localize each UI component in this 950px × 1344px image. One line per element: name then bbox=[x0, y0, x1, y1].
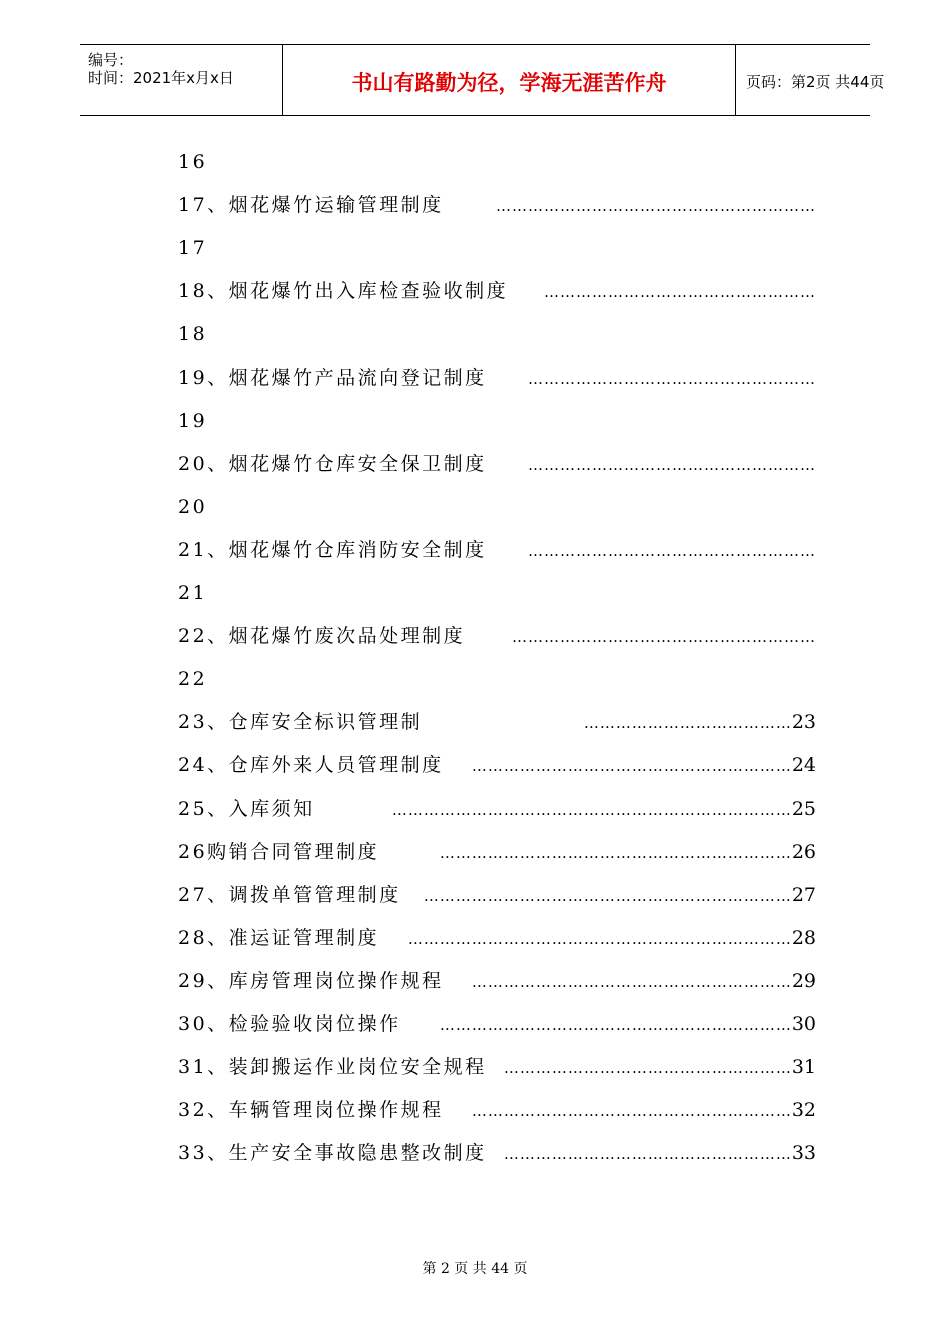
toc-entry-leader-wrap bbox=[407, 926, 816, 949]
toc-entry bbox=[178, 234, 818, 262]
toc-entry-leader bbox=[528, 364, 816, 393]
toc-entry bbox=[178, 967, 818, 995]
toc-entry-leader bbox=[544, 277, 816, 306]
toc-entry bbox=[178, 407, 818, 435]
toc-entry-leader-wrap bbox=[439, 1013, 816, 1035]
page-header bbox=[80, 44, 885, 116]
toc-entry bbox=[178, 364, 818, 392]
toc-entry-page: 23 bbox=[791, 711, 816, 734]
toc-entry-leader-wrap bbox=[528, 542, 816, 560]
toc-entry-title: 20 bbox=[178, 495, 208, 518]
toc-entry-title: 16 bbox=[178, 151, 208, 173]
header-motto-cell bbox=[282, 45, 736, 115]
header-time-label: 时间：2021年x月x日 bbox=[88, 69, 234, 87]
toc-entry-title: 30、检验验收岗位操作 bbox=[178, 1013, 401, 1035]
toc-entry-leader bbox=[472, 1096, 816, 1125]
toc-entry bbox=[178, 277, 818, 305]
toc-entry-page: 26 bbox=[791, 840, 816, 863]
toc-entry-leader-wrap bbox=[512, 628, 816, 646]
toc-entry-leader bbox=[392, 795, 816, 824]
toc-entry-dots: ……………………………………………… bbox=[503, 1145, 792, 1164]
toc-entry-leader-wrap bbox=[528, 456, 816, 474]
toc-entry-leader-wrap bbox=[471, 969, 816, 992]
toc-entry-title: 18、烟花爆竹出入库检查验收制度 bbox=[178, 280, 509, 303]
toc-entry-dots: …………………………………………………… bbox=[471, 972, 792, 991]
toc-entry-title: 32、车辆管理岗位操作规程 bbox=[178, 1099, 444, 1122]
toc-entry bbox=[178, 1096, 818, 1124]
toc-entry-leader bbox=[584, 708, 816, 737]
toc-entry bbox=[178, 320, 818, 348]
toc-entry-dots: ………………………………………………………………… bbox=[391, 800, 792, 819]
toc-entry-leader-wrap bbox=[528, 370, 816, 388]
toc-entry bbox=[178, 493, 818, 521]
toc-entry-leader bbox=[408, 924, 816, 953]
toc-entry-leader bbox=[528, 536, 816, 565]
toc-entry-leader bbox=[440, 1010, 816, 1039]
toc-entry-leader-wrap bbox=[439, 840, 816, 863]
toc-entry-dots: ……………………………………………………………… bbox=[407, 929, 792, 948]
toc-entry-leader bbox=[472, 751, 816, 780]
toc-entry-page: 24 bbox=[791, 754, 816, 777]
toc-entry-leader-wrap bbox=[503, 1142, 816, 1165]
toc-entry bbox=[178, 450, 818, 478]
toc-entry-dots: …………………………………………………… bbox=[471, 1102, 792, 1121]
toc-entry-title: 31、装卸搬运作业岗位安全规程 bbox=[178, 1056, 487, 1079]
toc-entry bbox=[178, 622, 818, 650]
toc-entry-title: 20、烟花爆竹仓库安全保卫制度 bbox=[178, 452, 487, 475]
toc-entry-title: 19、烟花爆竹产品流向登记制度 bbox=[178, 366, 487, 389]
toc-entry-page: 30 bbox=[791, 1013, 816, 1035]
toc-entry-page: 28 bbox=[791, 926, 816, 949]
toc-entry-dots: …………………………………………………… bbox=[471, 757, 792, 776]
toc-entry bbox=[178, 924, 818, 952]
toc-entry-dots: …………………………………………………………… bbox=[423, 886, 792, 905]
toc-entry-leader bbox=[424, 881, 816, 910]
toc-entry-title: 19 bbox=[178, 409, 208, 432]
toc-entry-leader bbox=[528, 450, 816, 479]
header-meta-cell bbox=[80, 45, 282, 115]
toc-entry-title: 17 bbox=[178, 237, 208, 260]
toc-entry-dots: ………………………………………………………… bbox=[439, 1016, 792, 1034]
toc-entry-title: 21、烟花爆竹仓库消防安全制度 bbox=[178, 538, 487, 561]
toc-entry bbox=[178, 1139, 818, 1167]
toc-entry-title: 22、烟花爆竹废次品处理制度 bbox=[178, 625, 466, 648]
toc-entry-title: 24、仓库外来人员管理制度 bbox=[178, 754, 444, 777]
toc-entry-title: 23、仓库安全标识管理制 bbox=[178, 711, 423, 734]
header-code-label: 编号： bbox=[88, 51, 134, 69]
toc-entry bbox=[178, 665, 818, 693]
toc-entry-title: 22 bbox=[178, 668, 208, 691]
toc-entry-leader bbox=[512, 622, 816, 651]
toc-entry-title: 17、烟花爆竹运输管理制度 bbox=[178, 194, 444, 217]
toc-entry-leader bbox=[472, 967, 816, 996]
toc-entry-dots: ……………………………………………… bbox=[528, 455, 816, 474]
toc-entry-leader bbox=[504, 1053, 816, 1082]
toc-entry-dots: …………………………………………… bbox=[544, 283, 816, 302]
toc-entry bbox=[178, 708, 818, 736]
toc-entry-page: 25 bbox=[791, 797, 816, 820]
header-page-cell bbox=[736, 45, 885, 115]
toc-entry-leader-wrap bbox=[496, 197, 816, 215]
toc-entry-leader-wrap bbox=[391, 797, 816, 820]
toc-entry-page: 29 bbox=[791, 969, 816, 992]
toc-entry-leader-wrap bbox=[503, 1056, 816, 1079]
toc-entry-leader-wrap bbox=[544, 283, 816, 301]
toc-entry-dots: ……………………………………………… bbox=[528, 541, 816, 560]
toc-entry-dots: ………………………………… bbox=[583, 714, 792, 733]
toc-entry bbox=[178, 795, 818, 823]
toc-entry-dots: …………………………………………………… bbox=[496, 197, 816, 216]
toc-entry-leader bbox=[440, 838, 816, 867]
toc-entry-title: 25、入库须知 bbox=[178, 797, 315, 820]
toc-entry-page: 27 bbox=[791, 883, 816, 906]
toc-entry-leader-wrap bbox=[583, 711, 816, 734]
toc-entry-leader bbox=[504, 1139, 816, 1168]
toc-entry-dots: ……………………………………………… bbox=[503, 1059, 792, 1078]
header-page-info: 页码：第2页 共44页 bbox=[746, 73, 885, 91]
page-footer: 第 2 页 共 44 页 bbox=[422, 1261, 528, 1277]
toc-entry-title: 21 bbox=[178, 582, 208, 604]
toc-entry-dots: ………………………………………………… bbox=[512, 628, 816, 647]
toc-entry-dots: ……………………………………………… bbox=[528, 369, 816, 388]
toc-entry-title: 28、准运证管理制度 bbox=[178, 926, 380, 949]
toc-entry-title: 33、生产安全事故隐患整改制度 bbox=[178, 1142, 487, 1165]
toc-entry bbox=[178, 1010, 818, 1038]
toc-entry-leader-wrap bbox=[423, 883, 816, 906]
toc-entry bbox=[178, 579, 818, 607]
toc-entry-title: 27、调拨单管管理制度 bbox=[178, 883, 401, 906]
toc-entry bbox=[178, 191, 818, 219]
toc-entry-leader-wrap bbox=[471, 754, 816, 777]
toc-entry bbox=[178, 1053, 818, 1081]
toc-entry-title: 26购销合同管理制度 bbox=[178, 840, 380, 863]
toc-entry bbox=[178, 751, 818, 779]
toc-entry bbox=[178, 148, 818, 176]
toc-entry-page: 32 bbox=[791, 1099, 816, 1122]
toc-entry-leader bbox=[496, 191, 816, 220]
toc-entry-leader-wrap bbox=[471, 1099, 816, 1122]
toc-entry-dots: ………………………………………………………… bbox=[439, 843, 792, 862]
toc-entry-title: 18 bbox=[178, 323, 208, 346]
toc-entry bbox=[178, 881, 818, 909]
toc-entry-page: 31 bbox=[791, 1056, 816, 1079]
toc-entry-title: 29、库房管理岗位操作规程 bbox=[178, 969, 444, 992]
toc-entry-page: 33 bbox=[791, 1142, 816, 1165]
toc-entry bbox=[178, 536, 818, 564]
toc-entry bbox=[178, 838, 818, 866]
header-motto: 书山有路勤为径，学海无涯苦作舟 bbox=[351, 71, 667, 95]
